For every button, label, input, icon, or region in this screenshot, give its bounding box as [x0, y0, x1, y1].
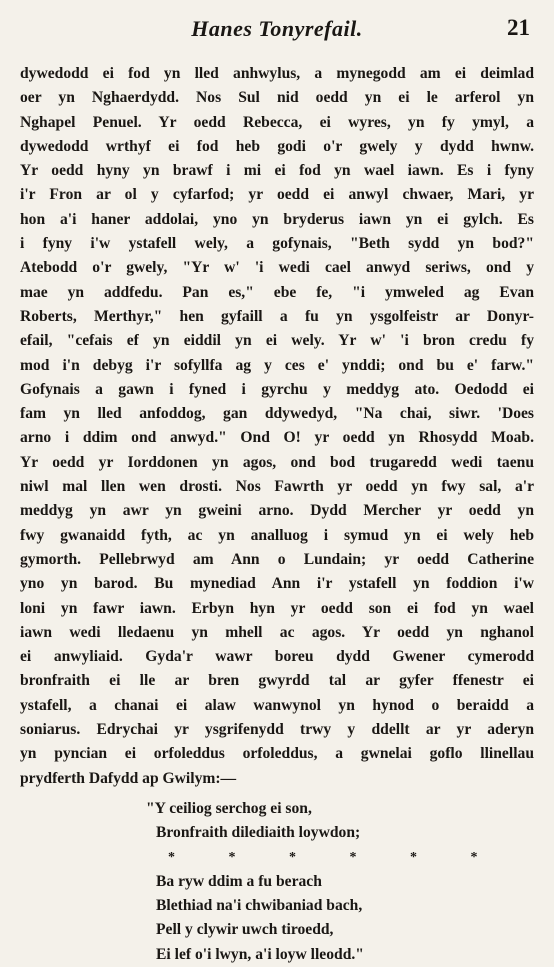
text-line: bronfraith ei lle ar bren gwyrdd tal ar gyfer ffenestr ei: [20, 672, 534, 690]
running-title: Hanes Tonyrefail.: [191, 16, 363, 41]
verse-line: Ba ryw ddim a fu berach: [156, 872, 322, 890]
text-line: loni yn fawr iawn. Erbyn hyn yr oedd son ei fod yn wael: [20, 599, 534, 617]
text-line: fwy gwanaidd fyth, ac yn analluog i symud yn ei wely heb: [20, 526, 534, 544]
verse-quotation: [146, 797, 534, 967]
text-line: yno yn barod. Bu mynediad Ann i'r ystafell yn foddion i'w: [20, 575, 534, 593]
page-header: [20, 12, 534, 48]
text-line: ei anwyliaid. Gyda'r wawr boreu dydd Gwener cymerodd: [20, 648, 534, 666]
text-line: Roberts, Merthyr," hen gyfaill a fu yn ysgolfeistr ar Donyr-: [20, 307, 534, 325]
text-line: mae yn addfedu. Pan es," ebe fe, "i ymweled ag Evan: [20, 283, 534, 301]
verse-line: Blethiad na'i chwibaniad bach,: [156, 897, 363, 915]
text-line: dywedodd wrthyf ei fod heb godi o'r gwely y dydd hwnw.: [20, 137, 534, 155]
verse-line: "Y ceiliog serchog ei son,: [146, 799, 312, 817]
body-paragraph: [20, 62, 534, 791]
text-line: iawn wedi lledaenu yn mhell ac agos. Yr oedd yn nghanol: [20, 623, 534, 641]
text-line: ystafell, a chanai ei alaw wanwynol yn hynod o beraidd a: [20, 696, 534, 714]
verse-line: Pell y clywir uwch tiroedd,: [156, 921, 334, 939]
text-line: meddyg yn awr yn gweini arno. Dydd Mercher yr oedd yn: [20, 502, 534, 520]
text-line: soniarus. Edrychai yr ysgrifenydd trwy y ddellt ar yr aderyn: [20, 721, 534, 739]
text-line: Yr oedd yr Iorddonen yn agos, ond bod trugaredd wedi taenu: [20, 453, 534, 471]
verse-line: Bronfraith dilediaith loywdon;: [156, 824, 361, 842]
text-line: Atebodd o'r gwely, "Yr w' 'i wedi cael anwyd seriws, ond y: [20, 259, 534, 277]
text-line: efail, "cefais ef yn eiddil yn ei wely. Yr w' 'i bron credu fy: [20, 332, 534, 350]
text-line: dywedodd ei fod yn lled anhwylus, a mynegodd am ei deimlad: [20, 65, 534, 82]
text-line: oer yn Nghaerdydd. Nos Sul nid oedd yn ei le arferol yn: [20, 89, 534, 107]
text-line: arno i ddim ond anwyd." Ond O! yr oedd yn Rhosydd Moab.: [20, 429, 534, 447]
verse-line: Ei lef o'i lwyn, a'i loyw lleodd.": [156, 945, 364, 963]
text-line: Nghapel Penuel. Yr oedd Rebecca, ei wyres, yn fy ymyl, a: [20, 113, 534, 131]
text-line: hon a'i haner addolai, yno yn bryderus iawn yn ei gylch. Es: [20, 210, 534, 228]
text-line: prydferth Dafydd ap Gwilym:—: [20, 769, 237, 787]
text-line: i fyny i'w ystafell wely, a gofynais, "Beth sydd yn bod?": [20, 235, 534, 253]
text-line: mod i'n debyg i'r sofyllfa ag y ces e' ynddi; ond bu e' farw.": [20, 356, 534, 374]
text-line: gymorth. Pellebrwyd am Ann o Lundain; yr oedd Catherine: [20, 550, 534, 568]
text-line: Gofynais a gawn i fyned i gyrchu y meddyg ato. Oedodd ei: [20, 380, 534, 398]
text-line: i'r Fron ar ol y cyfarfod; yr oedd ei anwyl chwaer, Mari, yr: [20, 186, 534, 204]
text-line: Yr oedd hyny yn brawf i mi ei fod yn wael iawn. Es i fyny: [20, 162, 534, 180]
page-number: 21: [507, 15, 530, 40]
text-line: fam yn lled anfoddog, gan ddywedyd, "Na chai, siwr. 'Does: [20, 405, 534, 423]
text-line: niwl mal llen wen drosti. Nos Fawrth yr oedd yn fwy sal, a'r: [20, 478, 534, 496]
verse-separator: * * * * * *: [168, 849, 503, 865]
text-line: yn pyncian ei orfoleddus orfoleddus, a gwnelai goflo llinellau: [20, 745, 534, 763]
